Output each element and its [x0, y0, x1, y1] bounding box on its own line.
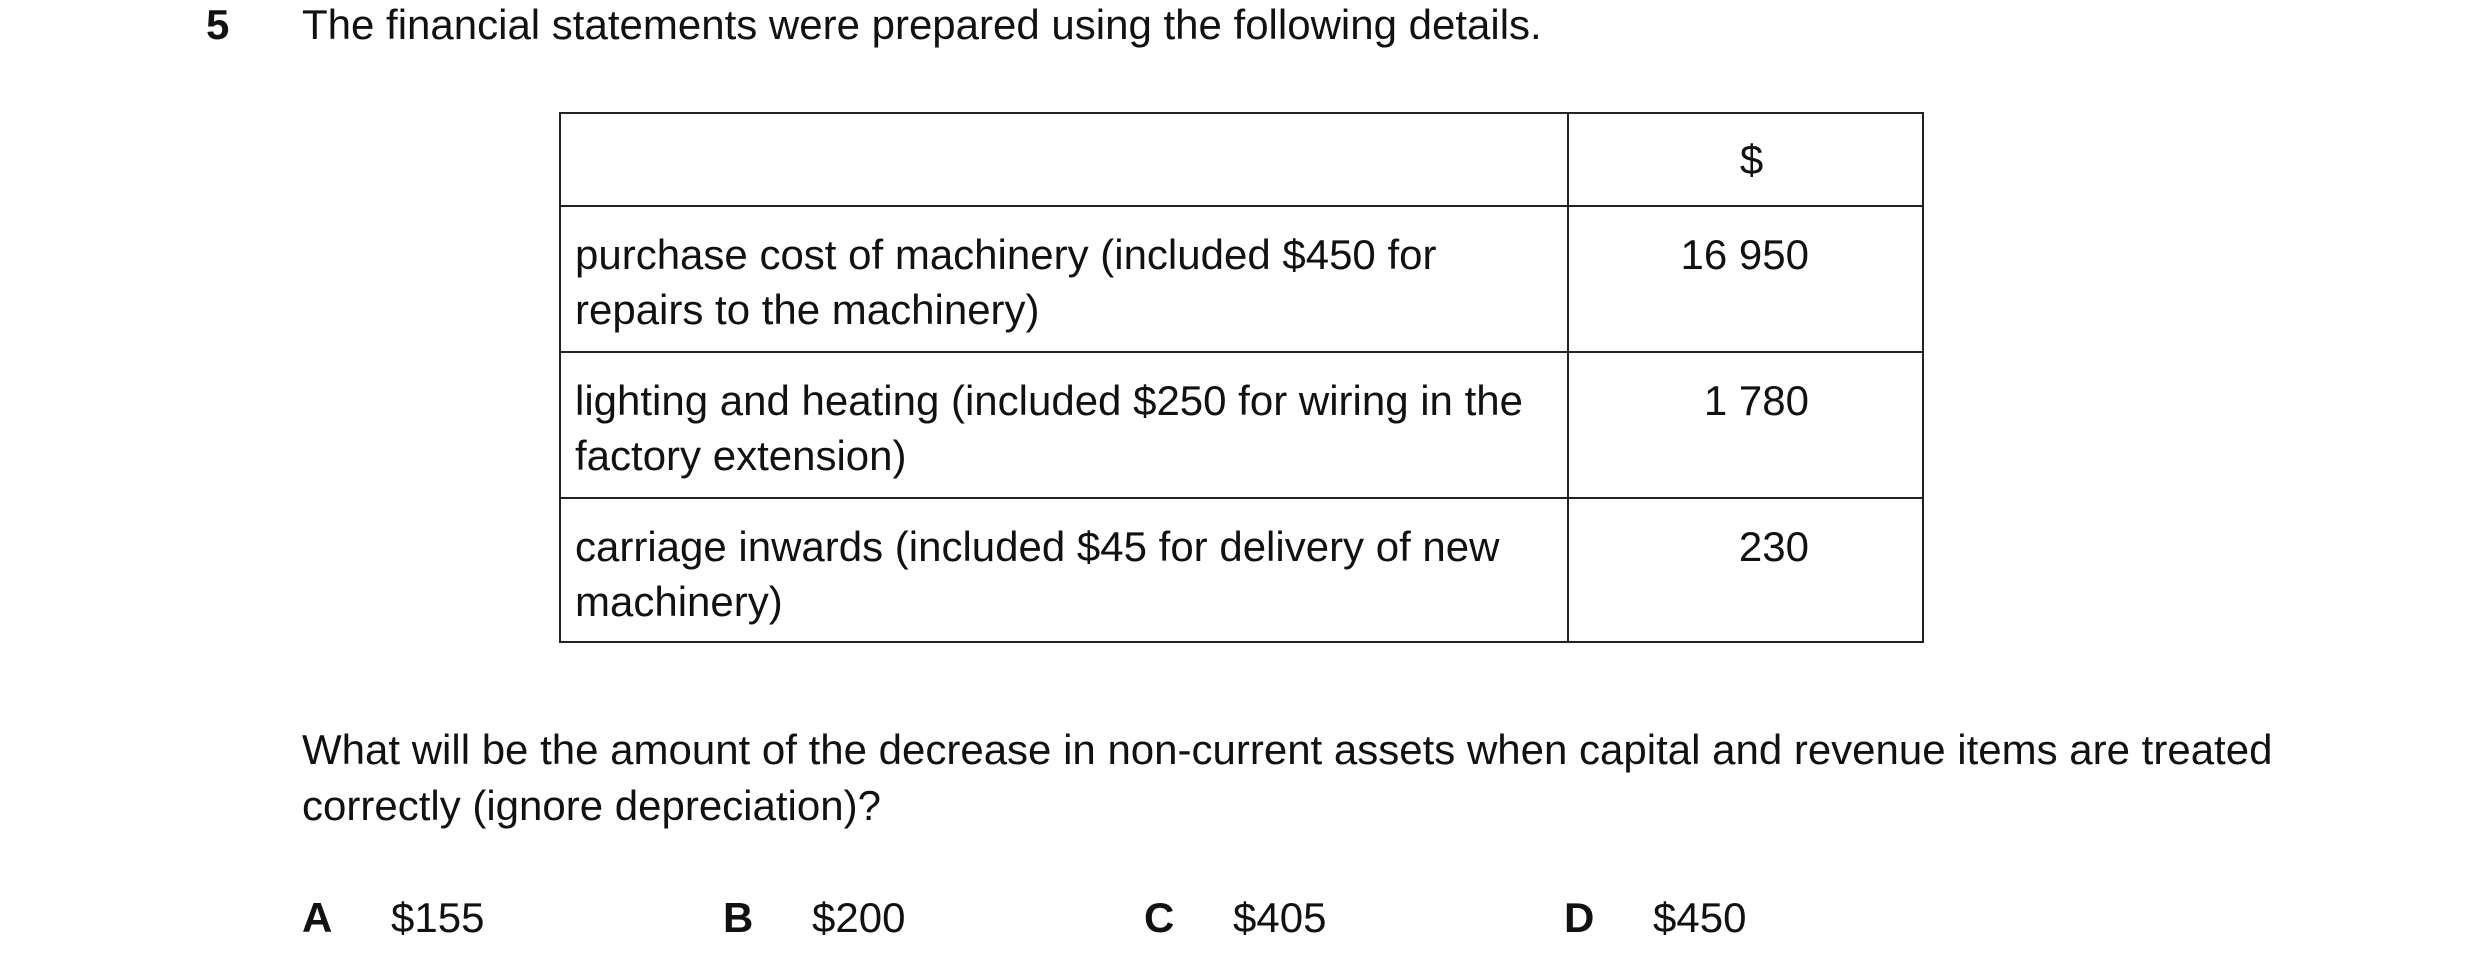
- table-header-row: [560, 113, 1923, 206]
- option-value: $405: [1233, 894, 1327, 941]
- row-description: purchase cost of machinery (included $450 for repairs to the machinery): [560, 206, 1568, 352]
- option-letter: B: [723, 894, 754, 941]
- row-amount: 1 780: [1568, 352, 1923, 498]
- row-description: lighting and heating (included $250 for wiring in the factory extension): [560, 352, 1568, 498]
- option-value: $450: [1653, 894, 1747, 941]
- table-row: [560, 352, 1923, 498]
- header-description-cell: [560, 113, 1568, 206]
- details-table: [559, 112, 1924, 643]
- option-a[interactable]: [302, 893, 485, 943]
- table-row: [560, 206, 1923, 352]
- question-stem: The financial statements were prepared using the following details.: [302, 1, 1542, 48]
- option-letter: D: [1564, 894, 1595, 941]
- row-amount: 16 950: [1568, 206, 1923, 352]
- table-row: [560, 498, 1923, 642]
- option-value: $200: [812, 894, 906, 941]
- option-value: $155: [391, 894, 485, 941]
- option-d[interactable]: [1564, 893, 1747, 943]
- option-c[interactable]: [1144, 893, 1327, 943]
- option-letter: C: [1144, 894, 1175, 941]
- question-number: 5: [206, 1, 230, 48]
- option-letter: A: [302, 894, 333, 941]
- option-b[interactable]: [723, 893, 906, 943]
- row-description: carriage inwards (included $45 for delivery of new machinery): [560, 498, 1568, 642]
- currency-unit-header: $: [1568, 113, 1923, 206]
- question-prompt: What will be the amount of the decrease in non-current assets when capital and revenue items are treated correctly (ignore depreciation)?: [302, 726, 2273, 829]
- row-amount: 230: [1568, 498, 1923, 642]
